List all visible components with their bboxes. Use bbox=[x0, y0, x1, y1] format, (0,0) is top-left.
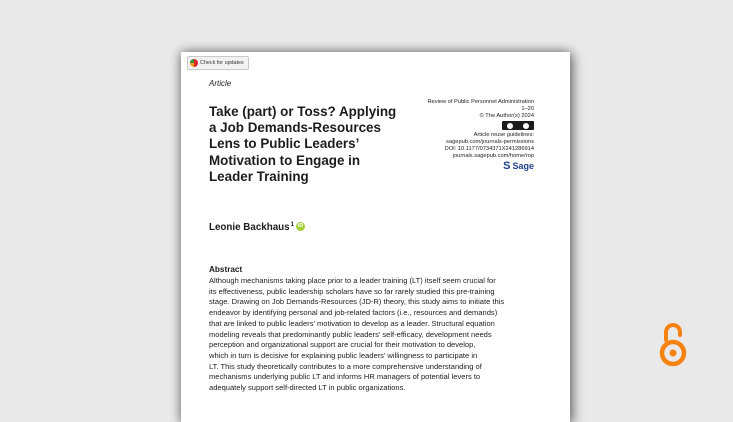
article-title bbox=[209, 104, 409, 185]
check-for-updates-button[interactable] bbox=[187, 56, 249, 70]
article-first-page bbox=[181, 52, 570, 422]
author bbox=[209, 222, 305, 233]
abstract-line: perception and organizational support are crucial for their motivation to develop, bbox=[209, 340, 476, 350]
abstract-line: that are linked to public leaders’ motivation to develop as a leader. Structural equation bbox=[209, 318, 495, 328]
sage-s-icon: S bbox=[503, 160, 511, 173]
page-range: 1–20 bbox=[521, 106, 534, 113]
doi: DOI: 10.1177/0734371X241286914 bbox=[444, 146, 534, 153]
author-name: Leonie Backhaus bbox=[209, 222, 290, 233]
abstract-line: endeavor by identifying personal and job-related factors (i.e., resources and demands) bbox=[209, 308, 498, 318]
creative-commons-icon bbox=[502, 121, 534, 130]
journal-name: Review of Public Personnel Administration bbox=[427, 99, 534, 105]
abstract-line: LT. This study theoretically contributes to a more comprehensive understanding of bbox=[209, 361, 482, 371]
permissions-link[interactable]: sagepub.com/journals-permissions bbox=[446, 138, 534, 145]
title-line: Take (part) or Toss? Applying bbox=[209, 104, 397, 119]
open-access-icon bbox=[657, 320, 689, 370]
abstract-body bbox=[209, 276, 537, 394]
abstract-line: stage. Drawing on Job Demands-Resources (JD-R) theory, this study aims to initiate this bbox=[209, 297, 505, 307]
abstract-line: adequately support self-directed LT in public organizations. bbox=[209, 383, 406, 393]
abstract-heading: Abstract bbox=[209, 265, 243, 274]
journal-home-link[interactable]: journals.sagepub.com/home/rop bbox=[452, 153, 534, 160]
reuse-label: Article reuse guidelines: bbox=[473, 131, 534, 138]
journal-meta bbox=[384, 99, 534, 172]
title-line: Motivation to Engage in bbox=[209, 152, 361, 168]
abstract-line: mechanisms underlying public LT and informs HR managers of potential levers to bbox=[209, 372, 481, 382]
title-line: Lens to Public Leaders’ bbox=[209, 136, 360, 152]
abstract-line: Although mechanisms taking place prior to a leader training (LT) itself seem crucial for bbox=[209, 276, 496, 285]
copyright: © The Author(s) 2024 bbox=[479, 113, 534, 120]
title-line: Leader Training bbox=[209, 168, 309, 184]
orcid-icon[interactable]: iD bbox=[297, 223, 304, 229]
section-label: Article bbox=[209, 79, 232, 88]
title-line: a Job Demands-Resources bbox=[209, 120, 381, 136]
abstract-line: modeling reveals that predominantly public leaders’ self-efficacy, development needs bbox=[209, 329, 492, 339]
abstract-line: its effectiveness, public leadership scholars have so far rarely studied this pre-training bbox=[209, 286, 495, 296]
abstract-line: which in turn is decisive for explaining public leaders’ willingness to participate in bbox=[209, 350, 478, 360]
publisher-logo bbox=[503, 160, 534, 173]
crossmark-icon bbox=[190, 59, 198, 67]
publisher-name: Sage bbox=[512, 161, 534, 172]
check-for-updates-label: Check for updates bbox=[200, 60, 244, 66]
affiliation-mark: 1 bbox=[290, 222, 294, 228]
